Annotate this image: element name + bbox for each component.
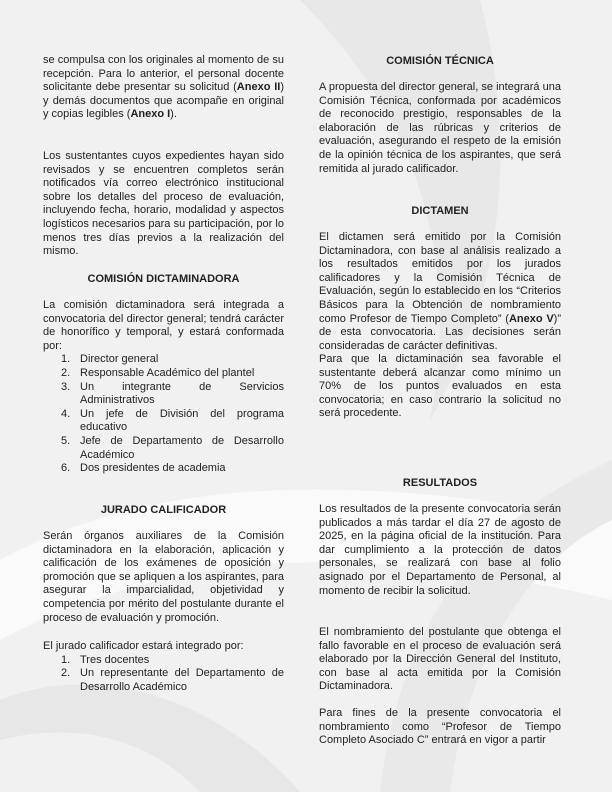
vigor-paragraph: Para fines de la presente convocatoria el nombramiento como “Profesor de Tiempo Completo Asociado C” entrará en vigor a partir	[319, 707, 561, 747]
list-item: 3. Un integrante de Servicios Administrativos	[61, 380, 284, 407]
resultados-paragraph: Los resultados de la presente convocatoria serán publicados a más tardar el día 27 de agosto de 2025, en la página oficial de la institución. Para dar cumplimiento a la protección de datos personales, se realizará con base al folio asignado por el Departamento de Personal, al momento de recibir la solicitud.	[319, 503, 561, 597]
heading-dictamen: DICTAMEN	[411, 205, 469, 217]
anexo-v-ref: Anexo V	[508, 312, 554, 325]
list-item: 6. Dos presidentes de academia	[61, 462, 226, 475]
list-item: 5. Jefe de Departamento de Desarrollo Académico	[61, 434, 284, 461]
list-item: 1. Tres docentes	[61, 653, 150, 666]
jurado-paragraph: Serán órganos auxiliares de la Comisión dictaminadora en la elaboración, aplicación y calificación de los exámenes de oposición y promoción que se apliquen a los aspirantes, para asegurar la imparcialidad, objetividad y competencia por mérito del postulante durante el proceso de evaluación y promoción.	[43, 530, 284, 624]
anexo-i-ref: Anexo I	[130, 108, 171, 121]
dictamen-threshold-paragraph: Para que la dictaminación sea favorable el sustentante deberá alcanzar como mínimo un 70% de los puntos evaluados en esta convocatoria; en caso contrario la solicitud no será procedente.	[319, 353, 561, 420]
paragraph-notification: Los sustentantes cuyos expedientes hayan sido revisados y se encuentren completos serán notificados vía correo electrónico institucional sobre los detalles del proceso de evaluación, incluyendo fecha, horario, modalidad y aspectos logísticos necesarios para su participación, por lo menos tres días previos a la realización del mismo.	[43, 150, 284, 258]
comision-tecnica-paragraph: A propuesta del director general, se integrará una Comisión Técnica, conformada por académicos de reconocido prestigio, responsables de la elaboración de las rúbricas y criterios de evaluación, asegurando el respeto de la emisión de la opinión técnica de los aspirantes, que será remitida al jurado calificador.	[319, 81, 561, 175]
list-item: 1. Director general	[61, 353, 159, 366]
dictamen-paragraph: El dictamen será emitido por la Comisión Dictaminadora, con base al análisis realizado a los resultados emitidos por los jurados calificadores y la Comisión Técnica de Evaluación, según lo establecido en los “Criterios Básicos para la Obtención de nombramiento como Profesor de Tiempo Completo” (Anexo V)” de esta convocatoria. Las decisiones serán consideradas de carácter definitivas.	[319, 231, 561, 352]
jurado-members	[43, 640, 284, 694]
jurado-list	[43, 654, 284, 695]
anexo-ii-ref: Anexo II	[236, 81, 281, 94]
paragraph-submission: se compulsa con los originales al momento de su recepción. Para lo anterior, el personal docente solicitante debe presentar su solicitud (Anexo II) y demás documentos que acompañe en original y copias legibles (Anexo I).	[43, 54, 284, 121]
heading-jurado-calificador: JURADO CALIFICADOR	[100, 504, 227, 516]
comision-dictaminadora-list	[43, 353, 284, 475]
heading-resultados: RESULTADOS	[402, 477, 478, 489]
nombramiento-paragraph: El nombramiento del postulante que obtenga el fallo favorable en el proceso de evaluación será elaborado por la Dirección General del Instituto, con base al acta emitida por la Comisión Dictaminadora.	[319, 626, 561, 693]
heading-comision-dictaminadora: COMISIÓN DICTAMINADORA	[87, 273, 240, 285]
list-item: 4. Un jefe de División del programa educativo	[61, 407, 284, 434]
list-item: 2. Un representante del Departamento de Desarrollo Académico	[61, 667, 284, 693]
heading-comision-tecnica: COMISIÓN TÉCNICA	[386, 55, 494, 67]
jurado-intro: El jurado calificador estará integrado por:	[43, 640, 244, 652]
comision-dictaminadora-intro: La comisión dictaminadora será integrada a convocatoria del director general; tendrá carácter de honorífico y temporal, y estará conformada por:	[43, 299, 284, 352]
list-item: 2. Responsable Académico del plantel	[61, 366, 255, 379]
comision-dictaminadora-section	[43, 299, 284, 476]
